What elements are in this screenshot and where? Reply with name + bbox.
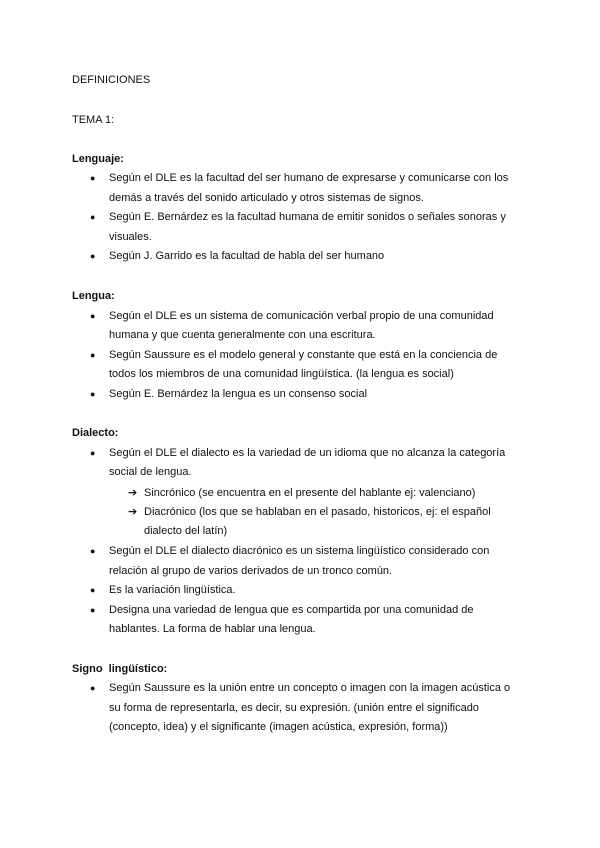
sub-item-text: Sincrónico (se encuentra en el presente del hablante ej: valenciano) <box>144 487 476 499</box>
section-heading-dialecto: Dialecto: <box>72 427 119 439</box>
list-item-text: Según Saussure es el modelo general y constante que está en la conciencia de <box>109 349 498 361</box>
list-item-text: (concepto, idea) y el significante (imagen acústica, expresión, forma)) <box>109 721 448 733</box>
list-item-text: Según J. Garrido es la facultad de habla del ser humano <box>109 250 385 262</box>
list-item-text: Según E. Bernárdez es la facultad humana de emitir sonidos o señales sonoras y <box>109 211 506 223</box>
bullet-icon: ● <box>90 311 96 321</box>
list-item-text: Es la variación lingüística. <box>109 584 236 596</box>
list-item-text: humana y que cuenta generalmente con una escritura. <box>109 329 376 341</box>
list-item-text: Designa una variedad de lengua que es compartida por una comunidad de <box>109 604 474 616</box>
topic-title: TEMA 1: <box>72 114 115 126</box>
section-heading-lenguaje: Lenguaje: <box>72 153 124 165</box>
list-item-text: relación al grupo de varios derivados de un tronco común. <box>109 565 393 577</box>
list-item-text: hablantes. La forma de hablar una lengua. <box>109 623 316 635</box>
list-item-text: visuales. <box>109 231 152 243</box>
bullet-icon: ● <box>90 173 96 183</box>
bullet-icon: ● <box>90 448 96 458</box>
arrow-icon: ➔ <box>128 506 138 518</box>
bullet-icon: ● <box>90 389 96 399</box>
list-item-text: demás a través del sonido articulado y otros sistemas de signos. <box>109 192 424 204</box>
bullet-icon: ● <box>90 212 96 222</box>
sub-item-text: dialecto del latín) <box>144 525 228 537</box>
list-item-text: Según el DLE es la facultad del ser humano de expresarse y comunicarse con los <box>109 172 509 184</box>
section-heading-lengua: Lengua: <box>72 290 115 302</box>
document-title: DEFINICIONES <box>72 74 151 86</box>
bullet-icon: ● <box>90 251 96 261</box>
bullet-icon: ● <box>90 683 96 693</box>
list-item-text: Según el DLE es un sistema de comunicación verbal propio de una comunidad <box>109 310 494 322</box>
list-item-text: Según E. Bernárdez la lengua es un consenso social <box>109 388 368 400</box>
list-item-text: Según el DLE el dialecto es la variedad de un idioma que no alcanza la categoría <box>109 447 506 459</box>
list-item-text: todos los miembros de una comunidad lingüística. (la lengua es social) <box>109 368 454 380</box>
list-item-text: social de lengua. <box>109 466 192 478</box>
bullet-icon: ● <box>90 546 96 556</box>
list-item-text: Según Saussure es la unión entre un concepto o imagen con la imagen acústica o <box>109 682 511 694</box>
bullet-icon: ● <box>90 350 96 360</box>
bullet-icon: ● <box>90 605 96 615</box>
list-item-text: Según el DLE el dialecto diacrónico es un sistema lingüístico considerado con <box>109 545 490 557</box>
section-heading-signo-linguistico: Signo lingüístico: <box>72 663 168 675</box>
arrow-icon: ➔ <box>128 487 138 499</box>
sub-item-text: Diacrónico (los que se hablaban en el pasado, historicos, ej: el español <box>144 506 491 518</box>
list-item-text: su forma de representarla, es decir, su expresión. (unión entre el significado <box>109 702 479 714</box>
bullet-icon: ● <box>90 585 96 595</box>
